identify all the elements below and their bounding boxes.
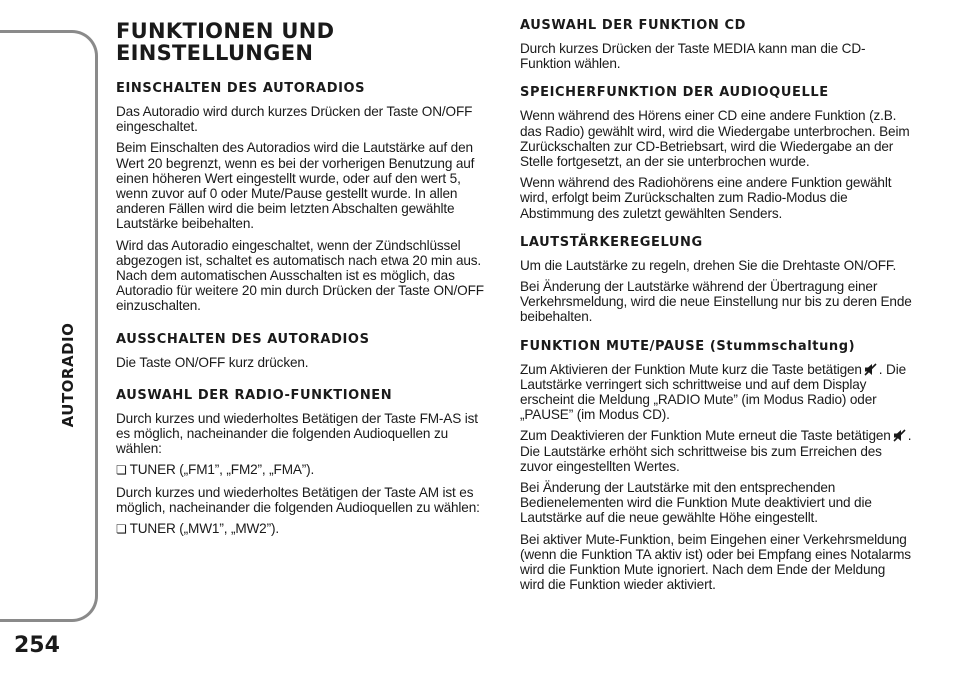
section-speicherfunktion — [520, 85, 912, 220]
page-title-line2: EINSTELLUNGEN — [116, 41, 314, 65]
left-column — [116, 20, 492, 555]
text-run: . Die Lautstärke verringert sich schrittweise und auf dem Display erscheint die Meldung „RADIO Mute” (im Modus Radio) oder „PAUSE” (im Modus CD). — [520, 361, 906, 423]
section-heading: LAUTSTÄRKEREGELUNG — [520, 234, 703, 250]
section-heading: AUSSCHALTEN DES AUTORADIOS — [116, 331, 370, 347]
text-run: . Die Lautstärke erhöht sich schrittweise bis zum Erreichen des zuvor eingestellten Wertes. — [520, 428, 912, 474]
section-lautstaerke — [520, 235, 912, 325]
section-einschalten — [116, 81, 492, 314]
chapter-tab — [0, 30, 98, 622]
paragraph — [520, 428, 912, 474]
section-heading: SPEICHERFUNKTION DER AUDIOQUELLE — [520, 85, 829, 101]
section-ausschalten — [116, 332, 492, 370]
section-heading: FUNKTION MUTE/PAUSE (Stummschaltung) — [520, 338, 856, 354]
paragraph: Bei aktiver Mute-Funktion, beim Eingehen einer Verkehrsmeldung (wenn die Funktion TA aktiv ist) oder bei Empfang eines Notalarms wird die Funktion Mute ignoriert. Nach dem Ende der Meldung wird die Funktion wieder aktiviert. — [520, 531, 911, 593]
paragraph — [520, 362, 912, 423]
section-radio-funktionen — [116, 388, 492, 537]
text-run: Zum Aktivieren der Funktion Mute kurz die Taste betätigen — [520, 361, 862, 377]
bullet-item: ❏ TUNER („FM1”, „FM2”, „FMA”). — [116, 462, 492, 478]
right-column — [520, 18, 912, 606]
page-title — [116, 20, 492, 64]
section-heading: EINSCHALTEN DES AUTORADIOS — [116, 81, 366, 96]
section-heading: AUSWAHL DER FUNKTION CD — [520, 18, 746, 33]
paragraph: Wird das Autoradio eingeschaltet, wenn der Zündschlüssel abgezogen ist, schaltet es automatisch nach etwa 20 min aus. Nach dem automatischen Ausschalten ist es möglich, das Autoradio für weitere 20 min durch Drücken der Taste ON/OFF einzuschalten. — [116, 237, 484, 314]
text-run: Zum Deaktivieren der Funktion Mute erneut die Taste betätigen — [520, 428, 891, 444]
paragraph: Beim Einschalten des Autoradios wird die Lautstärke auf den Wert 20 begrenzt, wenn es bei der vorherigen Benutzung auf einen höheren Wert eingestellt wurde, oder auf den wert 5, wenn zuvor auf 0 oder Mute/Pause gestellt wurde. In allen anderen Fällen wird die beim letzten Abschalten gewählte Lautstärke beibehalten. — [116, 140, 475, 232]
mute-speaker-icon — [893, 429, 906, 442]
page-number: 254 — [14, 633, 60, 658]
paragraph: Wenn während des Radiohörens eine andere Funktion gewählt wird, erfolgt beim Zurückschalten zum Radio-Modus die Abstimmung des zuletzt gewählten Senders. — [520, 175, 892, 221]
chapter-label: AUTORADIO — [59, 322, 77, 428]
bullet-item: ❏ TUNER („MW1”, „MW2”). — [116, 521, 492, 537]
page-title-line1: FUNKTIONEN UND — [116, 19, 335, 43]
paragraph: Wenn während des Hörens einer CD eine andere Funktion (z.B. das Radio) gewählt wird, wird die Wiedergabe unterbrochen. Beim Zurückschalten zur CD-Betriebsart, wird die Wiedergabe an der Stelle fortgesetzt, an der sie unterbrochen wurde. — [520, 108, 910, 170]
paragraph: Das Autoradio wird durch kurzes Drücken der Taste ON/OFF eingeschaltet. — [116, 104, 473, 135]
paragraph: Um die Lautstärke zu regeln, drehen Sie die Drehtaste ON/OFF. — [520, 257, 897, 273]
paragraph: Durch kurzes und wiederholtes Betätigen der Taste AM ist es möglich, nacheinander die folgenden Audioquellen zu wählen: — [116, 484, 480, 515]
paragraph: Bei Änderung der Lautstärke mit den entsprechenden Bedienelementen wird die Funktion Mute deaktiviert und die Lautstärke auf die neue gewählte Höhe eingestellt. — [520, 480, 872, 526]
paragraph: Durch kurzes und wiederholtes Betätigen der Taste FM-AS ist es möglich, nacheinander die folgenden Audioquellen zu wählen: — [116, 410, 478, 457]
mute-speaker-icon — [864, 363, 877, 376]
section-funktion-cd — [520, 18, 912, 71]
paragraph: Die Taste ON/OFF kurz drücken. — [116, 354, 309, 370]
section-mute-pause — [520, 339, 912, 593]
paragraph: Durch kurzes Drücken der Taste MEDIA kann man die CD-Funktion wählen. — [520, 41, 866, 72]
paragraph: Bei Änderung der Lautstärke während der Übertragung einer Verkehrsmeldung, wird die neue Einstellung nur bis zu deren Ende beibehalten. — [520, 279, 912, 325]
section-heading: AUSWAHL DER RADIO-FUNKTIONEN — [116, 387, 393, 403]
